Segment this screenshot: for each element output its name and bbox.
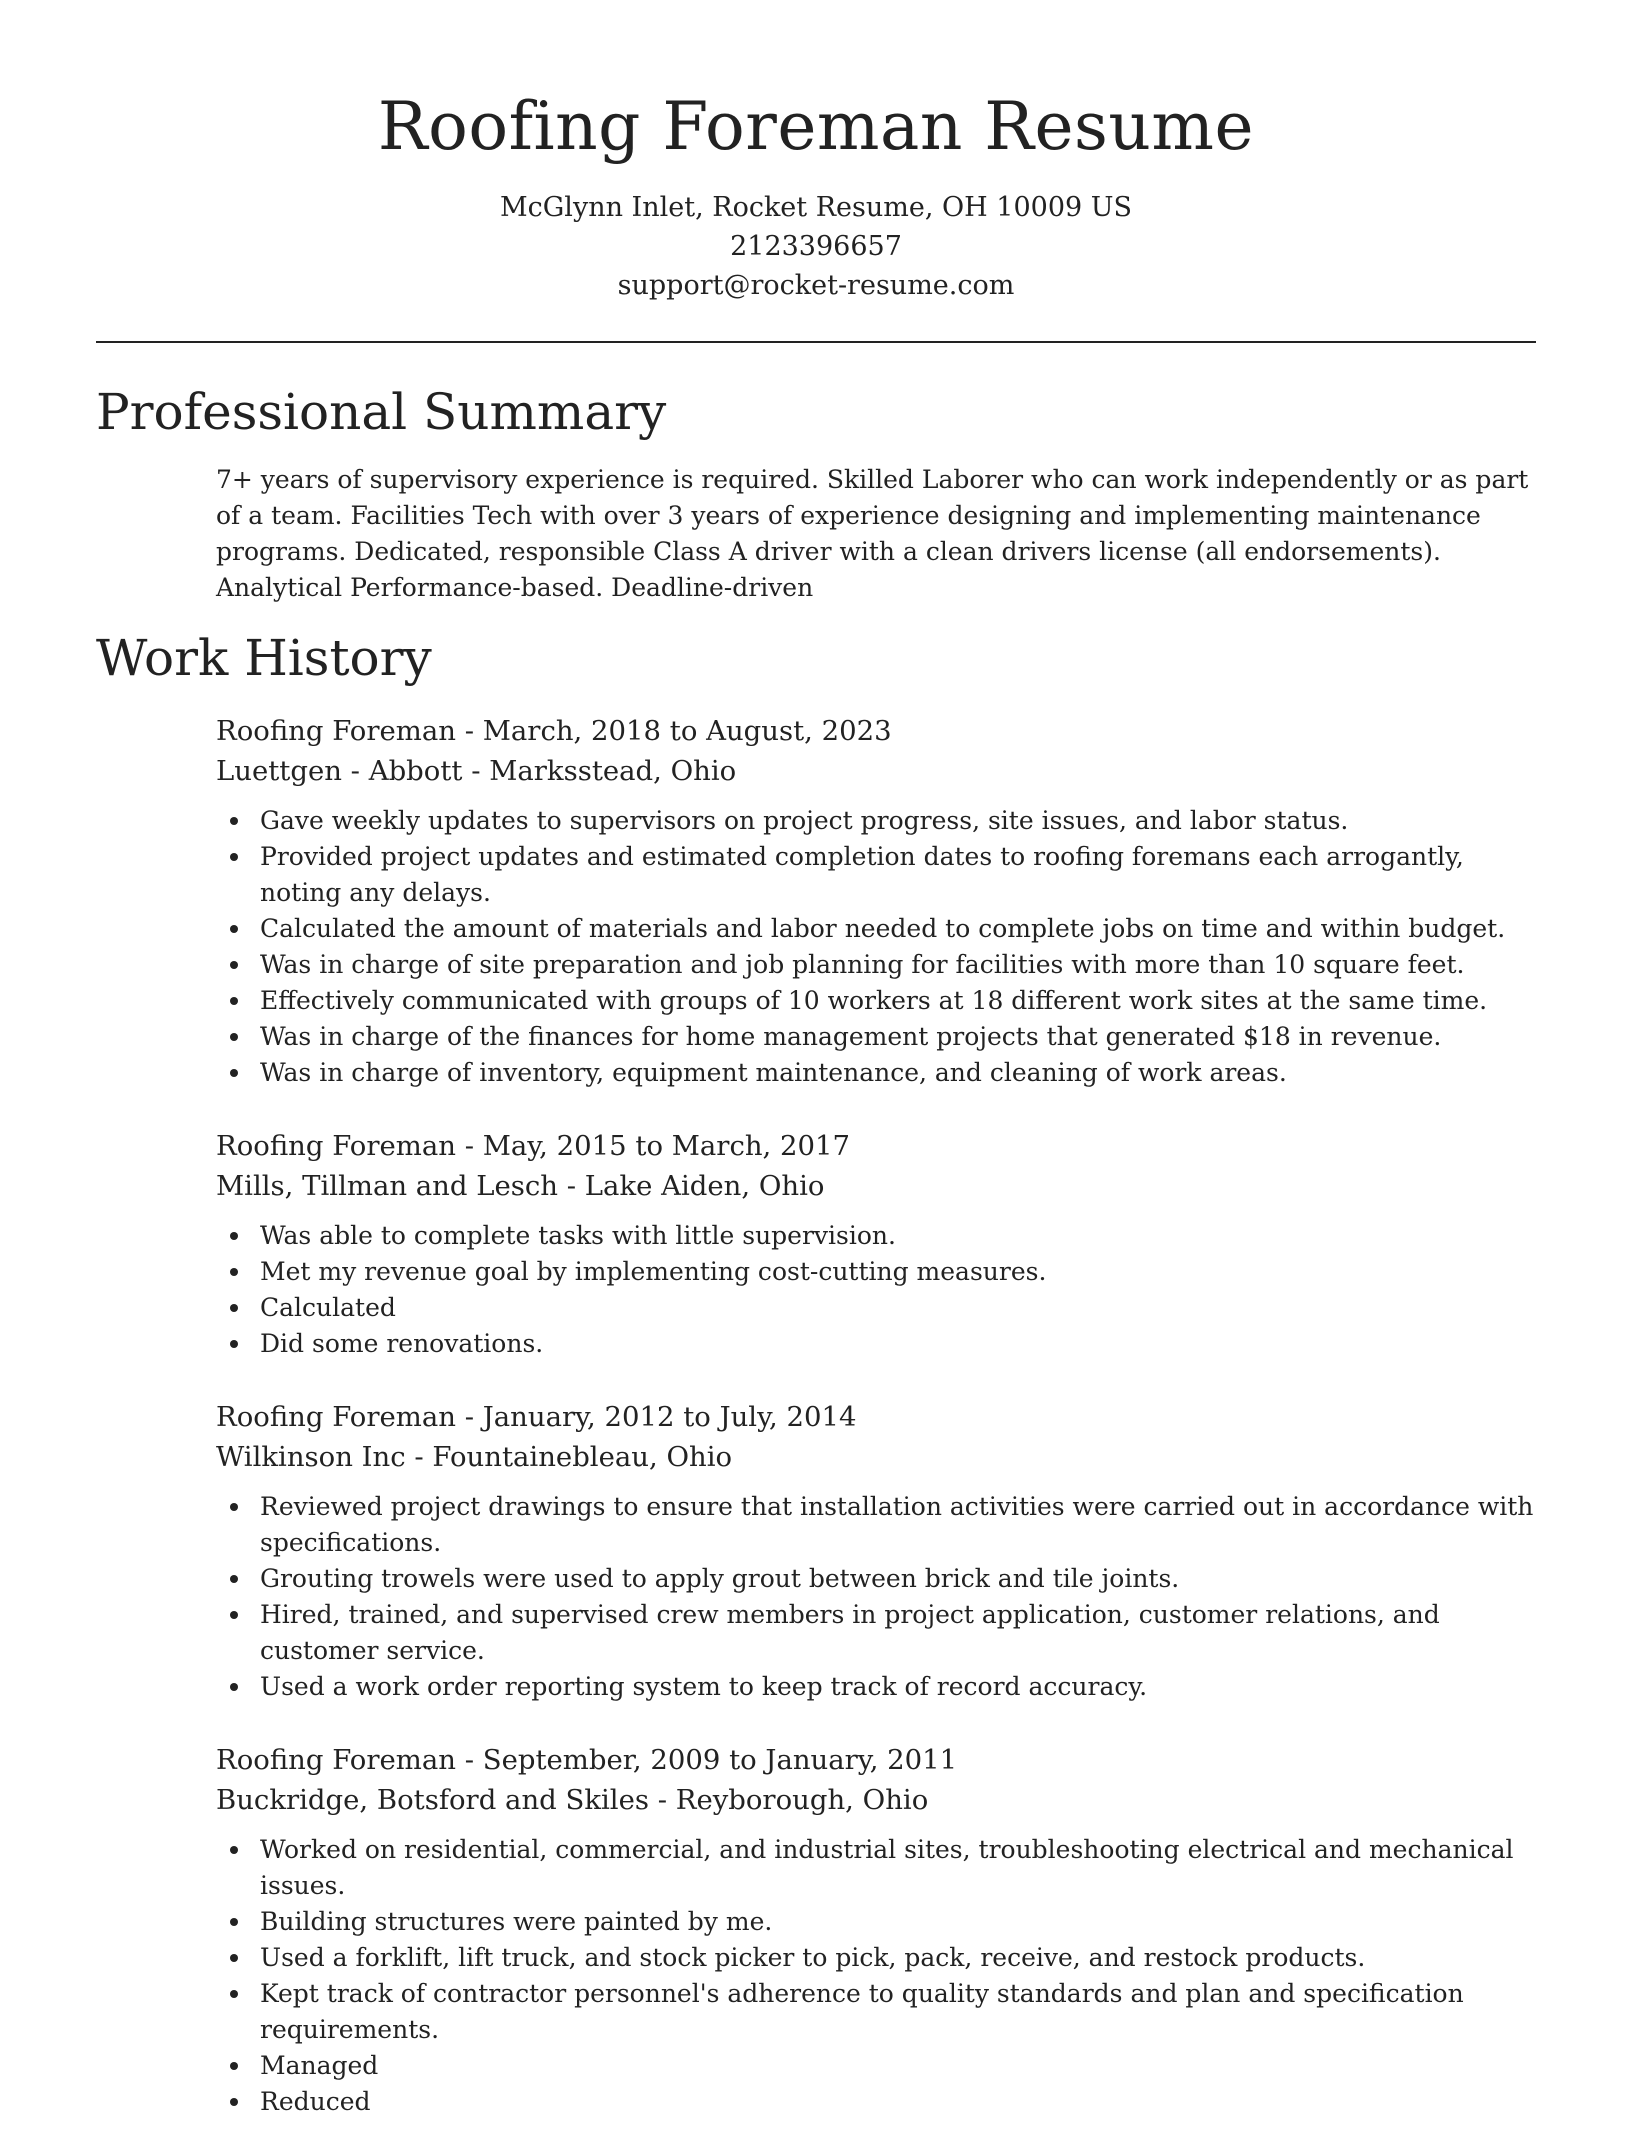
job-duty-item: [260, 1832, 1546, 1904]
bullet-icon: [230, 817, 238, 825]
job-dates: - May, 2015 to March, 2017: [455, 1130, 851, 1162]
job-title: Roofing Foreman: [216, 1401, 456, 1433]
job-duty-item: [260, 1254, 1546, 1290]
job-company: Luettgen - Abbott: [216, 755, 463, 787]
job-duty-item: [260, 1597, 1546, 1669]
bullet-icon: [230, 997, 238, 1005]
contact-phone: 2123396657: [730, 231, 902, 262]
job-duty-text: Hired, trained, and supervised crew members in project application, customer relations, and customer service.: [260, 1600, 1440, 1665]
work-history-heading: Work History: [96, 629, 432, 687]
job-duty-text: Reduced: [260, 2087, 371, 2116]
job-entry: [216, 1397, 1546, 1705]
job-title: Roofing Foreman: [216, 1130, 456, 1162]
job-duty-text: Kept track of contractor personnel's adherence to quality standards and plan and specification requirements.: [260, 1979, 1464, 2044]
job-duty-text: Worked on residential, commercial, and industrial sites, troubleshooting electrical and mechanical issues.: [260, 1835, 1514, 1900]
job-duty-item: [260, 839, 1546, 911]
bullet-icon: [230, 1954, 238, 1962]
bullet-icon: [230, 1846, 238, 1854]
job-dates: - January, 2012 to July, 2014: [455, 1401, 857, 1433]
job-duty-item: [260, 1326, 1546, 1362]
job-entry: [216, 711, 1546, 1091]
job-duties-list: [216, 1218, 1546, 1362]
job-title-line: [216, 1740, 1546, 1780]
job-duty-item: [260, 1669, 1546, 1705]
job-dates: - March, 2018 to August, 2023: [455, 715, 892, 747]
job-duties-list: [216, 1489, 1546, 1705]
job-duty-text: Managed: [260, 2051, 379, 2080]
job-duty-text: Provided project updates and estimated completion dates to roofing foremans each arrogantly, noting any delays.: [260, 842, 1464, 907]
job-company-line: [216, 1166, 1546, 1206]
job-duty-item: [260, 1940, 1546, 1976]
bullet-icon: [230, 1304, 238, 1312]
job-duty-item: [260, 1561, 1546, 1597]
bullet-icon: [230, 1575, 238, 1583]
job-company-line: [216, 751, 1546, 791]
job-duties-list: [216, 803, 1546, 1091]
summary-heading: Professional Summary: [96, 383, 667, 441]
job-duty-text: Reviewed project drawings to ensure that installation activities were carried out in accordance with specifications.: [260, 1492, 1534, 1557]
job-duty-item: [260, 2084, 1546, 2120]
job-duty-text: Grouting trowels were used to apply grout between brick and tile joints.: [260, 1564, 1180, 1593]
bullet-icon: [230, 1268, 238, 1276]
job-duty-text: Was in charge of the finances for home management projects that generated $18 in revenue.: [260, 1022, 1442, 1051]
job-duty-item: [260, 911, 1546, 947]
bullet-icon: [230, 1990, 238, 1998]
job-duty-item: [260, 2048, 1546, 2084]
bullet-icon: [230, 1918, 238, 1926]
bullet-icon: [230, 853, 238, 861]
work-history-list: [216, 711, 1546, 2155]
bullet-icon: [230, 961, 238, 969]
job-duty-item: [260, 1904, 1546, 1940]
job-entry: [216, 1740, 1546, 2120]
job-title-line: [216, 711, 1546, 751]
bullet-icon: [230, 1340, 238, 1348]
job-duty-text: Calculated the amount of materials and labor needed to complete jobs on time and within budget.: [260, 914, 1506, 943]
bullet-icon: [230, 1033, 238, 1041]
bullet-icon: [230, 1503, 238, 1511]
job-duty-item: [260, 1218, 1546, 1254]
job-entry: [216, 1126, 1546, 1362]
resume-header: [0, 0, 1632, 305]
job-dates: - September, 2009 to January, 2011: [455, 1744, 958, 1776]
contact-info: [0, 188, 1632, 305]
job-duty-text: Used a forklift, lift truck, and stock picker to pick, pack, receive, and restock products.: [260, 1943, 1366, 1972]
job-duty-text: Calculated: [260, 1293, 396, 1322]
bullet-icon: [230, 1683, 238, 1691]
job-company-line: [216, 1780, 1546, 1820]
summary-text: 7+ years of supervisory experience is required. Skilled Laborer who can work independently or as part of a team. Facilities Tech with over 3 years of experience designing and implementing maintenance programs. Dedicated, responsible Class A driver with a clean drivers license (all endorsements). Analytical Performance-based. Deadline-driven: [216, 465, 1529, 602]
bullet-icon: [230, 2098, 238, 2106]
job-duties-list: [216, 1832, 1546, 2120]
bullet-icon: [230, 1069, 238, 1077]
job-duty-text: Was in charge of inventory, equipment maintenance, and cleaning of work areas.: [260, 1058, 1287, 1087]
job-location: - Fountainebleau, Ohio: [405, 1441, 733, 1473]
contact-email: support@rocket-resume.com: [617, 270, 1015, 301]
job-duty-item: [260, 803, 1546, 839]
job-location: - Lake Aiden, Ohio: [558, 1170, 825, 1202]
job-duty-text: Gave weekly updates to supervisors on project progress, site issues, and labor status.: [260, 806, 1349, 835]
job-title: Roofing Foreman: [216, 1744, 456, 1776]
job-duty-item: [260, 1019, 1546, 1055]
job-duty-text: Was in charge of site preparation and job planning for facilities with more than 10 square feet.: [260, 950, 1465, 979]
resume-title: Roofing Foreman Resume: [377, 88, 1255, 165]
job-duty-item: [260, 1290, 1546, 1326]
job-location: - Reyborough, Ohio: [648, 1784, 929, 1816]
bullet-icon: [230, 2062, 238, 2070]
job-duty-text: Used a work order reporting system to keep track of record accuracy.: [260, 1672, 1148, 1701]
job-duty-text: Building structures were painted by me.: [260, 1907, 773, 1936]
job-title-line: [216, 1397, 1546, 1437]
job-duty-item: [260, 1055, 1546, 1091]
job-company-line: [216, 1437, 1546, 1477]
job-company: Mills, Tillman and Lesch: [216, 1170, 559, 1202]
job-title: Roofing Foreman: [216, 715, 456, 747]
job-duty-item: [260, 1489, 1546, 1561]
contact-address: McGlynn Inlet, Rocket Resume, OH 10009 US: [499, 192, 1133, 223]
job-duty-text: Effectively communicated with groups of 10 workers at 18 different work sites at the same time.: [260, 986, 1488, 1015]
job-title-line: [216, 1126, 1546, 1166]
job-duty-item: [260, 947, 1546, 983]
job-location: - Marksstead, Ohio: [462, 755, 737, 787]
job-company: Buckridge, Botsford and Skiles: [216, 1784, 649, 1816]
bullet-icon: [230, 1232, 238, 1240]
job-duty-item: [260, 1976, 1546, 2048]
bullet-icon: [230, 1611, 238, 1619]
job-duty-text: Was able to complete tasks with little supervision.: [260, 1221, 896, 1250]
job-duty-text: Met my revenue goal by implementing cost-cutting measures.: [260, 1257, 1047, 1286]
job-company: Wilkinson Inc: [216, 1441, 406, 1473]
job-duty-text: Did some renovations.: [260, 1329, 544, 1358]
job-duty-item: [260, 983, 1546, 1019]
bullet-icon: [230, 925, 238, 933]
header-divider: [96, 341, 1536, 343]
